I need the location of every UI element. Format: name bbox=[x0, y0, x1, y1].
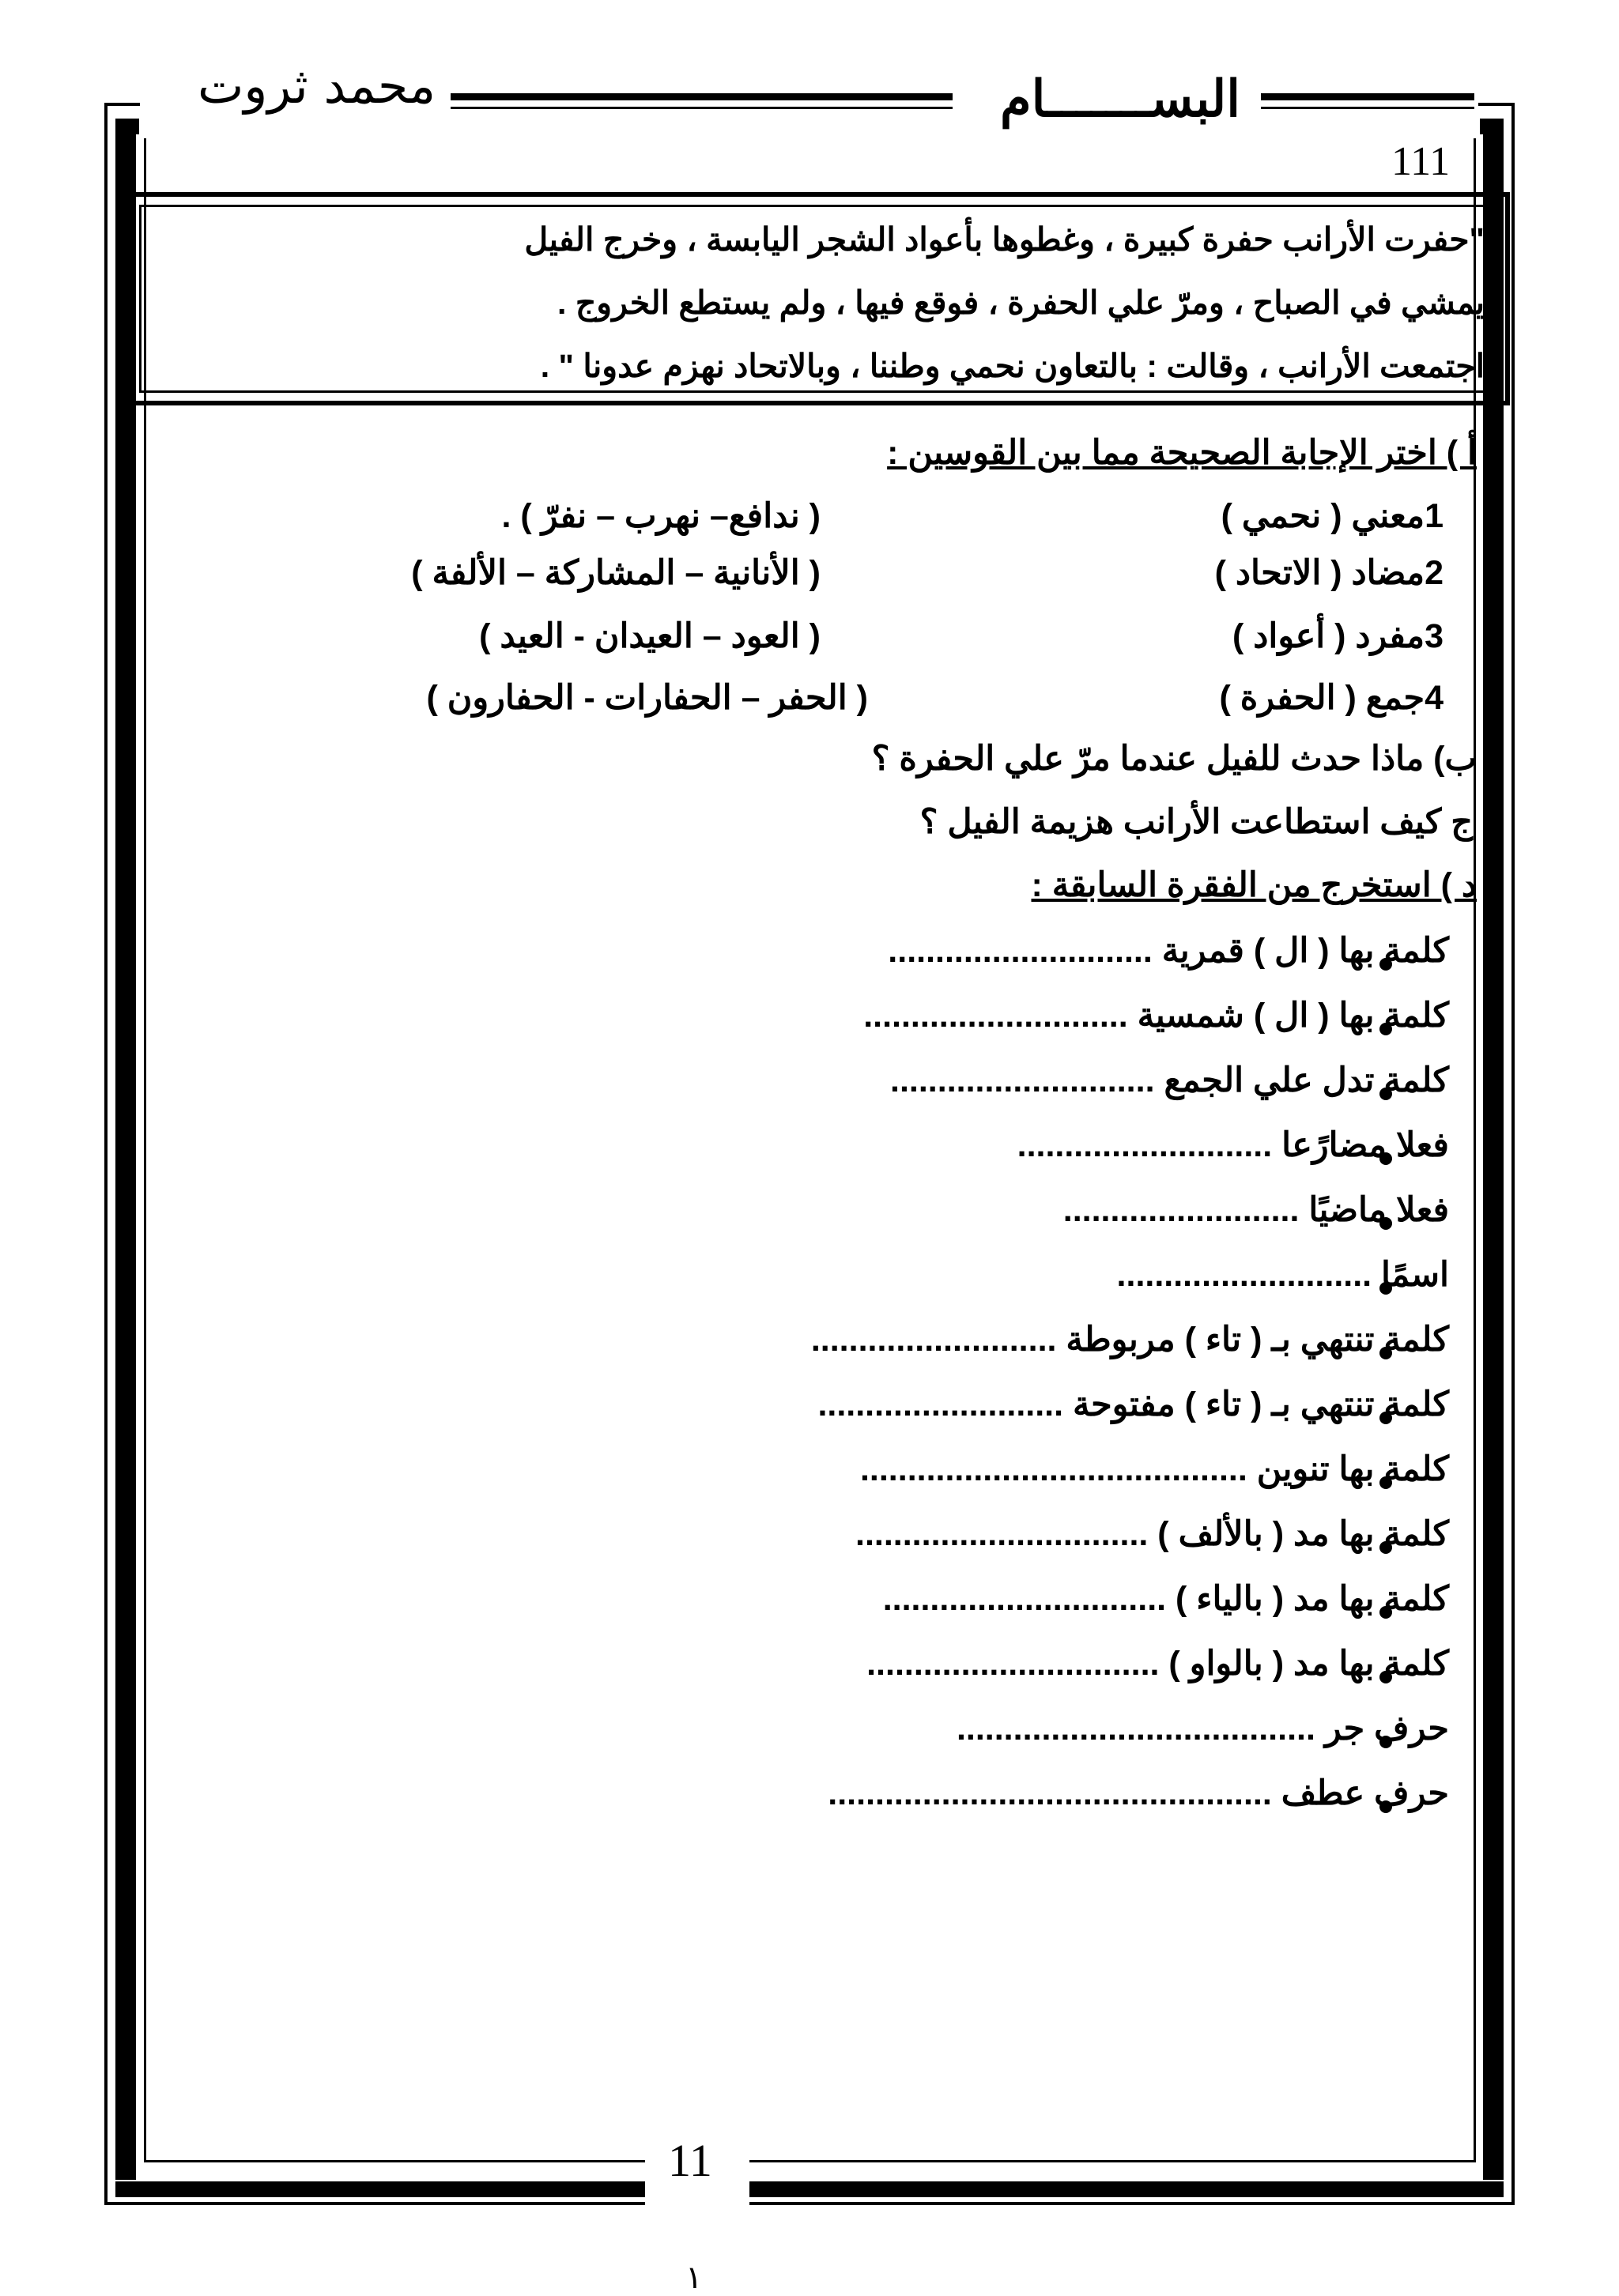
extract-item: حرف عطف ............................................... bbox=[828, 1774, 1449, 1812]
extract-item: حرف جر ...................................... bbox=[956, 1710, 1449, 1747]
frame-outer-top-left bbox=[104, 103, 140, 106]
extract-item: كلمة بها مد ( بالواو ) ............................... bbox=[866, 1645, 1449, 1683]
options-a4: ( الحفر – الحفارات - الحفارون ) bbox=[426, 679, 868, 717]
story-line: اجتمعت الأرانب ، وقالت : بالتعاون نحمي وطننا ، وبالاتحاد نهزم عدونا " . bbox=[540, 348, 1485, 384]
header-rule-right-thin bbox=[1261, 107, 1474, 109]
footer-rule-right-outer bbox=[749, 2202, 1515, 2205]
footer-rule-left-thick bbox=[115, 2181, 645, 2197]
question-a2: 2مضاد ( الاتحاد ) bbox=[1214, 554, 1444, 592]
extract-item: كلمة بها مد ( بالألف ) ............................... bbox=[855, 1515, 1449, 1553]
extract-item: فعلا مضارًعا ........................... bbox=[1017, 1126, 1449, 1164]
frame-thick-top-left bbox=[115, 119, 139, 134]
header-rule-right-thick bbox=[1261, 93, 1474, 100]
page-number-bottom-2: ١ bbox=[685, 2260, 703, 2295]
question-a3: 3مفرد ( أعواد ) bbox=[1232, 617, 1444, 655]
page-number-top: 111 bbox=[1391, 139, 1451, 184]
section-b-question: ب) ماذا حدث للفيل عندما مرّ علي الحفرة ؟ bbox=[871, 740, 1477, 778]
header-rule-left-thick bbox=[451, 93, 953, 100]
footer-rule-right-thick bbox=[749, 2181, 1504, 2197]
options-a2: ( الأنانية – المشاركة – الألفة ) bbox=[411, 554, 821, 592]
question-a4: 4جمع ( الحفرة ) bbox=[1219, 679, 1444, 717]
story-box bbox=[126, 192, 1510, 405]
question-a1: 1معني ( نحمي ) bbox=[1221, 497, 1444, 535]
extract-item: كلمة تنتهي بـ ( تاء ) مفتوحة .......................... bbox=[817, 1386, 1449, 1423]
extract-item: فعلا ماضيًا ......................... bbox=[1062, 1191, 1449, 1229]
options-a3: ( العود – العيدان - العيد ) bbox=[479, 617, 821, 655]
subject-title: البســـــــام bbox=[1000, 70, 1241, 127]
extract-item: كلمة بها ( ال ) شمسية ............................ bbox=[863, 997, 1449, 1035]
extract-item: اسمًا ........................... bbox=[1116, 1256, 1449, 1294]
frame-outer-right bbox=[1511, 103, 1515, 2204]
extract-item: كلمة تدل علي الجمع ............................ bbox=[890, 1061, 1449, 1099]
footer-rule-left-outer bbox=[104, 2202, 645, 2205]
frame-thick-left bbox=[115, 119, 136, 2180]
footer-rule-right-thin bbox=[749, 2160, 1476, 2162]
footer-rule-left-thin bbox=[144, 2160, 645, 2162]
extract-item: كلمة تنتهي بـ ( تاء ) مربوطة .......................... bbox=[810, 1321, 1449, 1359]
frame-thick-top-right bbox=[1480, 119, 1504, 134]
frame-inner-left bbox=[144, 138, 146, 2162]
header-rule-left-thin bbox=[451, 107, 953, 109]
extract-item: كلمة بها مد ( بالياء ) .............................. bbox=[882, 1580, 1449, 1618]
author-name: محمد ثروت bbox=[198, 57, 436, 115]
frame-outer-left bbox=[104, 103, 108, 2204]
options-a1: ( ندافع– نهرب – نفرّ ) . bbox=[501, 497, 821, 535]
story-line: يمشي في الصباح ، ومرّ علي الحفرة ، فوقع فيها ، ولم يستطع الخروج . bbox=[557, 285, 1485, 321]
section-a-title: أ ) اختر الإجابة الصحيحة مما بين القوسين : bbox=[887, 434, 1477, 472]
page-number-bottom: 11 bbox=[668, 2135, 712, 2186]
extract-item: كلمة بها تنوين ......................................... bbox=[859, 1450, 1449, 1488]
section-d-title: د ) استخرج من الفقرة السابقة : bbox=[1031, 866, 1477, 904]
section-c-question: ج كيف استطاعت الأرانب هزيمة الفيل ؟ bbox=[919, 803, 1473, 841]
extract-item: كلمة بها ( ال ) قمرية ............................ bbox=[888, 932, 1449, 970]
story-line: "حفرت الأرانب حفرة كبيرة ، وغطوها بأعواد الشجر اليابسة ، وخرج الفيل bbox=[524, 221, 1485, 258]
frame-thick-right bbox=[1483, 119, 1504, 2180]
frame-outer-top-right bbox=[1478, 103, 1515, 106]
story-text bbox=[155, 208, 1485, 398]
